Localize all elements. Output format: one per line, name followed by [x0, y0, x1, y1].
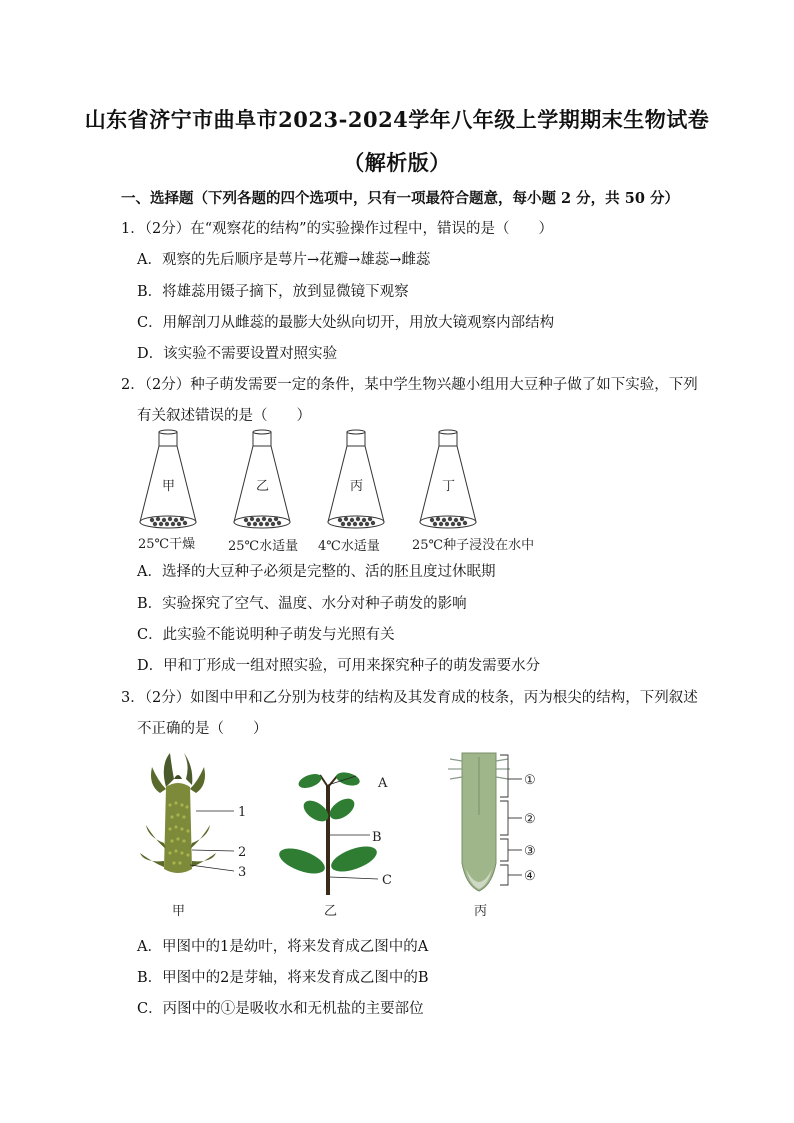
- flask-bing: [328, 430, 384, 528]
- exam-title: 山东省济宁市曲阜市2023-2024学年八年级上学期期末生物试卷: [84, 107, 710, 132]
- bud-structure-drawing: [140, 753, 234, 873]
- root-label-3: ③: [524, 844, 536, 859]
- question-2-option-a: A．选择的大豆种子必须是完整的、活的胚且度过休眠期: [137, 564, 496, 580]
- question-3-option-b: B．甲图中的2是芽轴，将来发育成乙图中的B: [137, 970, 429, 986]
- question-1-option-a: A．观察的先后顺序是萼片→花瓣→雄蕊→雌蕊: [137, 252, 431, 268]
- branch-drawing: [276, 770, 380, 895]
- bud-label-2: 2: [238, 845, 247, 860]
- question-2-stem-line2: 有关叙述错误的是（ ）: [137, 408, 311, 424]
- question-2-stem-line1: 2．（2分）种子萌发需要一定的条件，某中学生物兴趣小组用大豆种子做了如下实验，下列: [121, 377, 698, 393]
- root-label-4: ④: [524, 869, 536, 884]
- flask-caption-ding: 25℃种子浸没在水中: [412, 538, 535, 553]
- flask-caption-jia: 25℃干燥: [138, 537, 196, 552]
- seed-germination-figure: [130, 428, 560, 558]
- question-3-option-c: C．丙图中的①是吸收水和无机盐的主要部位: [137, 1001, 424, 1017]
- question-3-stem-line1: 3．（2分）如图中甲和乙分别为枝芽的结构及其发育成的枝条，丙为根尖的结构，下列叙述: [121, 690, 698, 706]
- bud-label-3: 3: [238, 865, 247, 880]
- question-1-option-c: C．用解剖刀从雌蕊的最膨大处纵向切开，用放大镜观察内部结构: [137, 315, 555, 331]
- flask-label-ding: 丁: [442, 479, 456, 494]
- exam-subtitle: （解析版）: [343, 150, 451, 175]
- flask-label-bing: 丙: [350, 479, 364, 494]
- question-2-option-d: D．甲和丁形成一组对照实验，可用来探究种子的萌发需要水分: [137, 658, 541, 674]
- flask-label-jia: 甲: [162, 479, 176, 494]
- question-1-option-b: B．将雄蕊用镊子摘下，放到显微镜下观察: [137, 284, 409, 300]
- section-heading: 一、选择题（下列各题的四个选项中，只有一项最符合题意，每小题 2 分，共 50 分）: [121, 190, 679, 207]
- question-2-option-b: B．实验探究了空气、温度、水分对种子萌发的影响: [137, 596, 467, 612]
- flask-ding: [420, 430, 476, 528]
- bud-branch-root-figure: [130, 745, 570, 925]
- bud-caption: 甲: [172, 904, 186, 919]
- root-tip-drawing: [448, 753, 522, 891]
- question-3-stem-line2: 不正确的是（ ）: [137, 721, 268, 737]
- question-1-stem: 1．（2分）在“观察花的结构”的实验操作过程中，错误的是（ ）: [121, 221, 554, 237]
- root-label-1: ①: [524, 773, 536, 788]
- root-caption: 丙: [474, 904, 488, 919]
- question-1-option-d: D．该实验不需要设置对照实验: [137, 346, 338, 362]
- flask-jia: [140, 430, 196, 528]
- flask-caption-bing: 4℃水适量: [318, 539, 380, 554]
- bud-label-1: 1: [238, 805, 247, 820]
- root-label-2: ②: [524, 812, 536, 827]
- question-3-option-a: A．甲图中的1是幼叶，将来发育成乙图中的A: [137, 939, 429, 955]
- branch-label-b: B: [372, 830, 382, 845]
- flask-caption-yi: 25℃水适量: [228, 539, 299, 554]
- flask-yi: [234, 430, 290, 528]
- question-2-option-c: C．此实验不能说明种子萌发与光照有关: [137, 627, 395, 643]
- branch-caption: 乙: [324, 904, 338, 919]
- branch-label-c: C: [382, 873, 392, 888]
- flask-label-yi: 乙: [256, 479, 270, 494]
- branch-label-a: A: [378, 776, 388, 791]
